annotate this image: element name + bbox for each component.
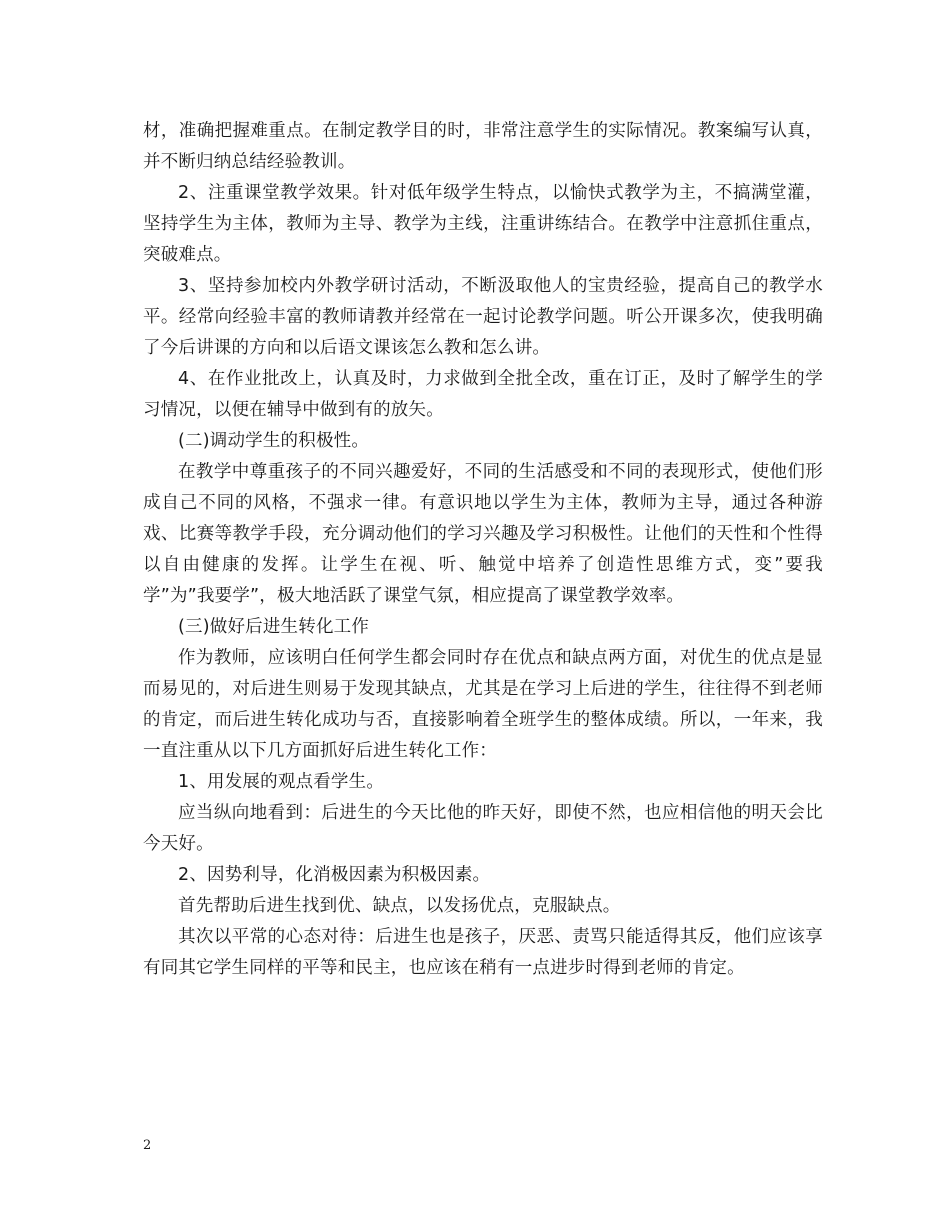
- paragraph: 应当纵向地看到：后进生的今天比他的昨天好，即使不然，也应相信他的明天会比今天好。: [143, 803, 823, 854]
- paragraph: 其次以平常的心态对待：后进生也是孩子，厌恶、责骂只能适得其反，他们应该享有同其它学生同样的平等和民主，也应该在稍有一点进步时得到老师的肯定。: [143, 927, 823, 978]
- paragraph: 2、注重课堂教学效果。针对低年级学生特点，以愉快式教学为主，不搞满堂灌，坚持学生为主体，教师为主导、教学为主线，注重讲练结合。在教学中注意抓住重点，突破难点。: [143, 183, 823, 265]
- document-body: [143, 116, 823, 984]
- section-heading: (三)做好后进生转化工作: [178, 617, 370, 637]
- paragraph: 在教学中尊重孩子的不同兴趣爱好，不同的生活感受和不同的表现形式，使他们形成自己不同的风格，不强求一律。有意识地以学生为主体，教师为主导，通过各种游戏、比赛等教学手段，充分调动他们的学习兴趣及学习积极性。让他们的天性和个性得以自由健康的发挥。让学生在视、听、触觉中培养了创造性思维方式，变”要我学”为”我要学”，极大地活跃了课堂气氛，相应提高了课堂教学效率。: [143, 462, 823, 606]
- paragraph: 作为教师，应该明白任何学生都会同时存在优点和缺点两方面，对优生的优点是显而易见的，对后进生则易于发现其缺点，尤其是在学习上后进的学生，往往得不到老师的肯定，而后进生转化成功与否，直接影响着全班学生的整体成绩。所以，一年来，我一直注重从以下几方面抓好后进生转化工作：: [143, 648, 823, 761]
- paragraph: 首先帮助后进生找到优、缺点，以发扬优点，克服缺点。: [178, 896, 621, 916]
- section-heading: (二)调动学生的积极性。: [178, 431, 370, 451]
- paragraph: 材，准确把握难重点。在制定教学目的时，非常注意学生的实际情况。教案编写认真，并不断归纳总结经验教训。: [143, 121, 823, 172]
- paragraph: 1、用发展的观点看学生。: [178, 772, 385, 792]
- paragraph: 3、坚持参加校内外教学研讨活动，不断汲取他人的宝贵经验，提高自己的教学水平。经常向经验丰富的教师请教并经常在一起讨论教学问题。听公开课多次，使我明确了今后讲课的方向和以后语文课该怎么教和怎么讲。: [143, 276, 823, 358]
- page-number: 2: [143, 1138, 152, 1153]
- paragraph: 2、因势利导，化消极因素为积极因素。: [178, 865, 491, 885]
- paragraph: 4、在作业批改上，认真及时，力求做到全批全改，重在订正，及时了解学生的学习情况，以便在辅导中做到有的放矢。: [143, 369, 823, 420]
